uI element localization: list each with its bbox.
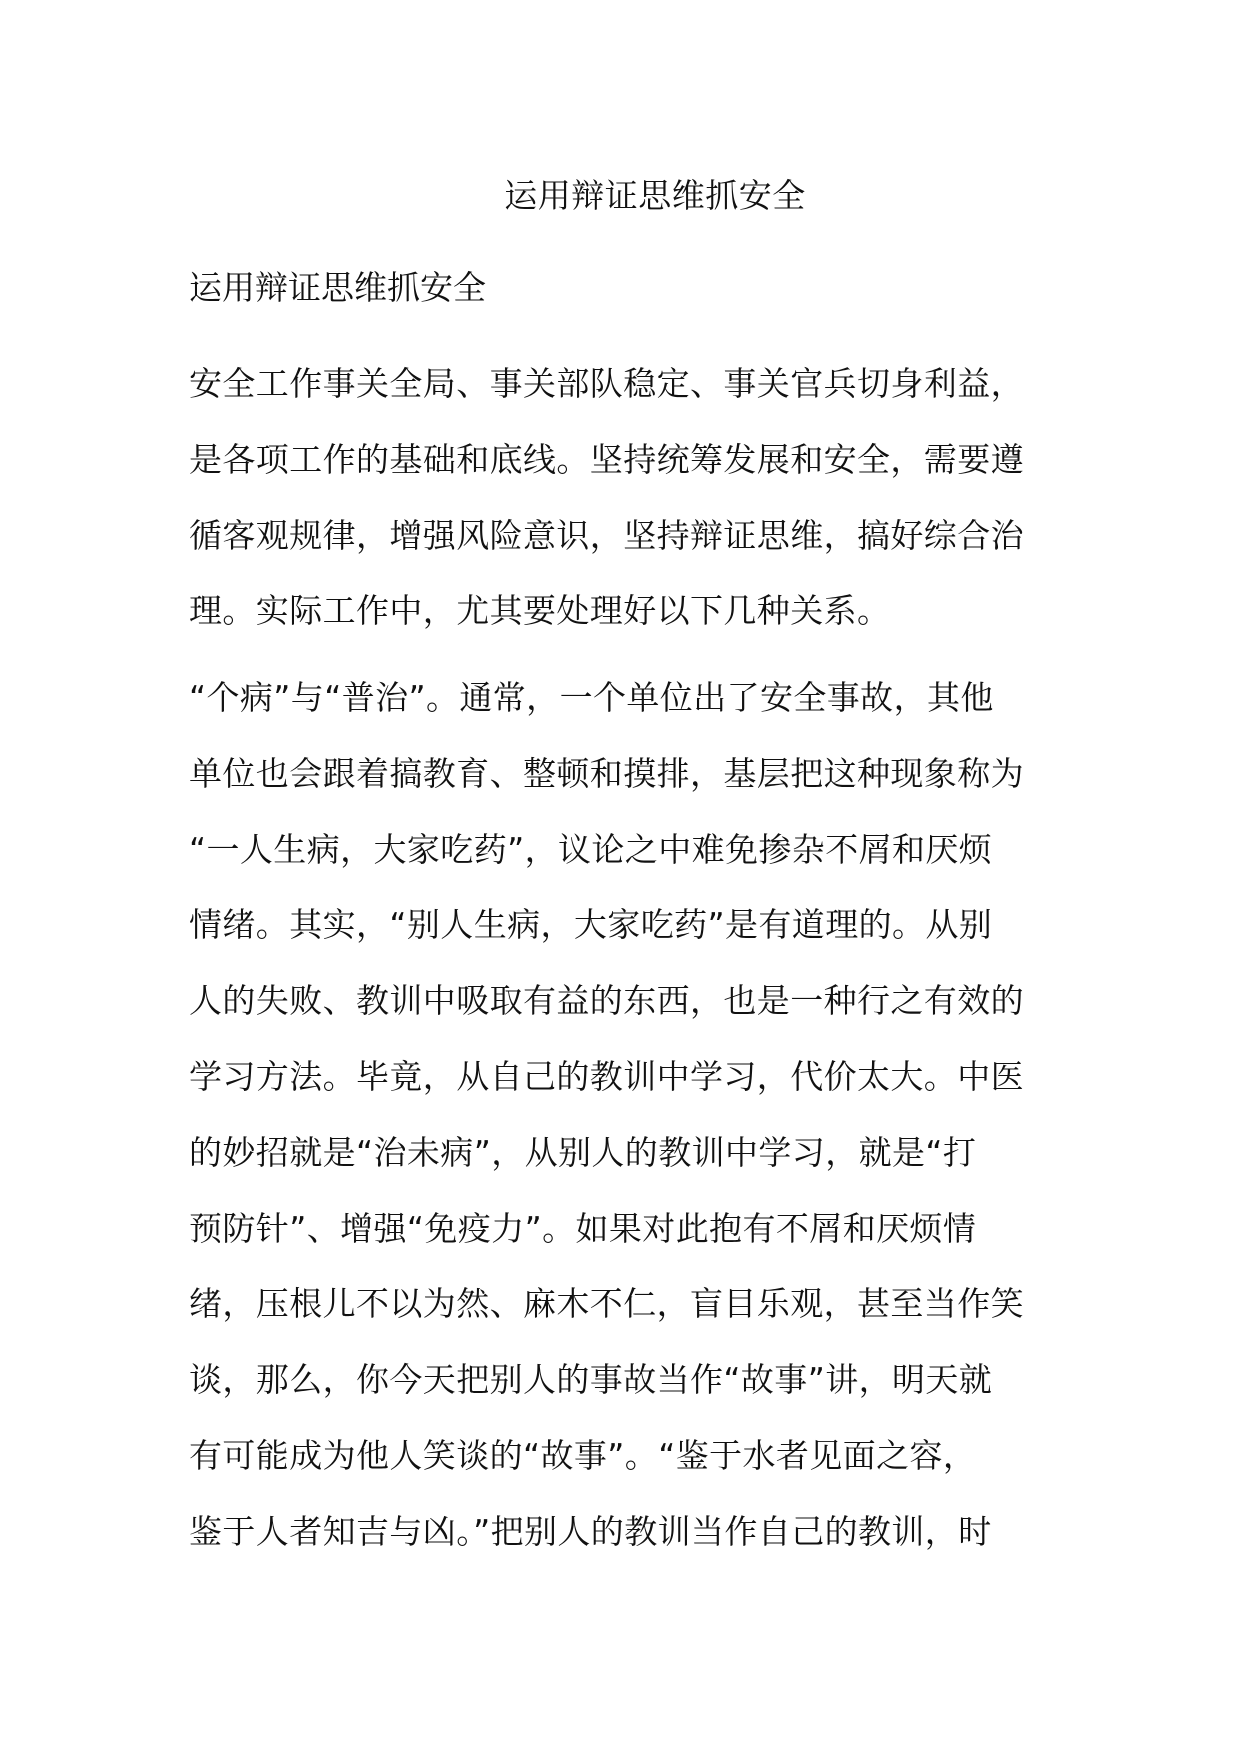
paragraph-line: 预防针”、增强“免疫力”。如果对此抱有不屑和厌烦情 [189,1208,977,1248]
paragraph-intro [189,346,1061,649]
paragraph-line: 理。实际工作中，尤其要处理好以下几种关系。 [189,591,891,631]
paragraph-line: 谈，那么，你今天把别人的事故当作“故事”讲，明天就 [189,1360,993,1400]
paragraph-line: 是各项工作的基础和底线。坚持统筹发展和安全，需要遵 [189,439,1024,479]
document-title: 运用辩证思维抓安全 [504,176,806,215]
paragraph-individual-vs-general [189,660,1061,1570]
paragraph-line: “个病”与“普治”。通常，一个单位出了安全事故，其他 [189,678,994,717]
document-subtitle: 运用辩证思维抓安全 [189,268,486,307]
paragraph-line: 单位也会跟着搞教育、整顿和摸排，基层把这种现象称为 [189,753,1024,793]
paragraph-line: 绪，压根儿不以为然、麻木不仁，盲目乐观，甚至当作笑 [189,1284,1024,1324]
paragraph-line: 情绪。其实，“别人生病，大家吃药”是有道理的。从别 [189,905,993,945]
paragraph-line: 人的失败、教训中吸取有益的东西，也是一种行之有效的 [189,981,1024,1021]
paragraph-line: 循客观规律，增强风险意识，坚持辩证思维，搞好综合治 [189,515,1024,555]
paragraph-line: 安全工作事关全局、事关部队稳定、事关官兵切身利益， [189,364,1024,403]
paragraph-line: 有可能成为他人笑谈的“故事”。“鉴于水者见面之容， [189,1435,977,1475]
paragraph-line: 的妙招就是“治未病”，从别人的教训中学习，就是“打 [189,1132,977,1172]
paragraph-line: “一人生病，大家吃药”，议论之中难免掺杂不屑和厌烦 [189,829,993,869]
paragraph-line: 学习方法。毕竟，从自己的教训中学习，代价太大。中医 [189,1056,1024,1096]
paragraph-line: 鉴于人者知吉与凶。”把别人的教训当作自己的教训，时 [189,1511,992,1551]
